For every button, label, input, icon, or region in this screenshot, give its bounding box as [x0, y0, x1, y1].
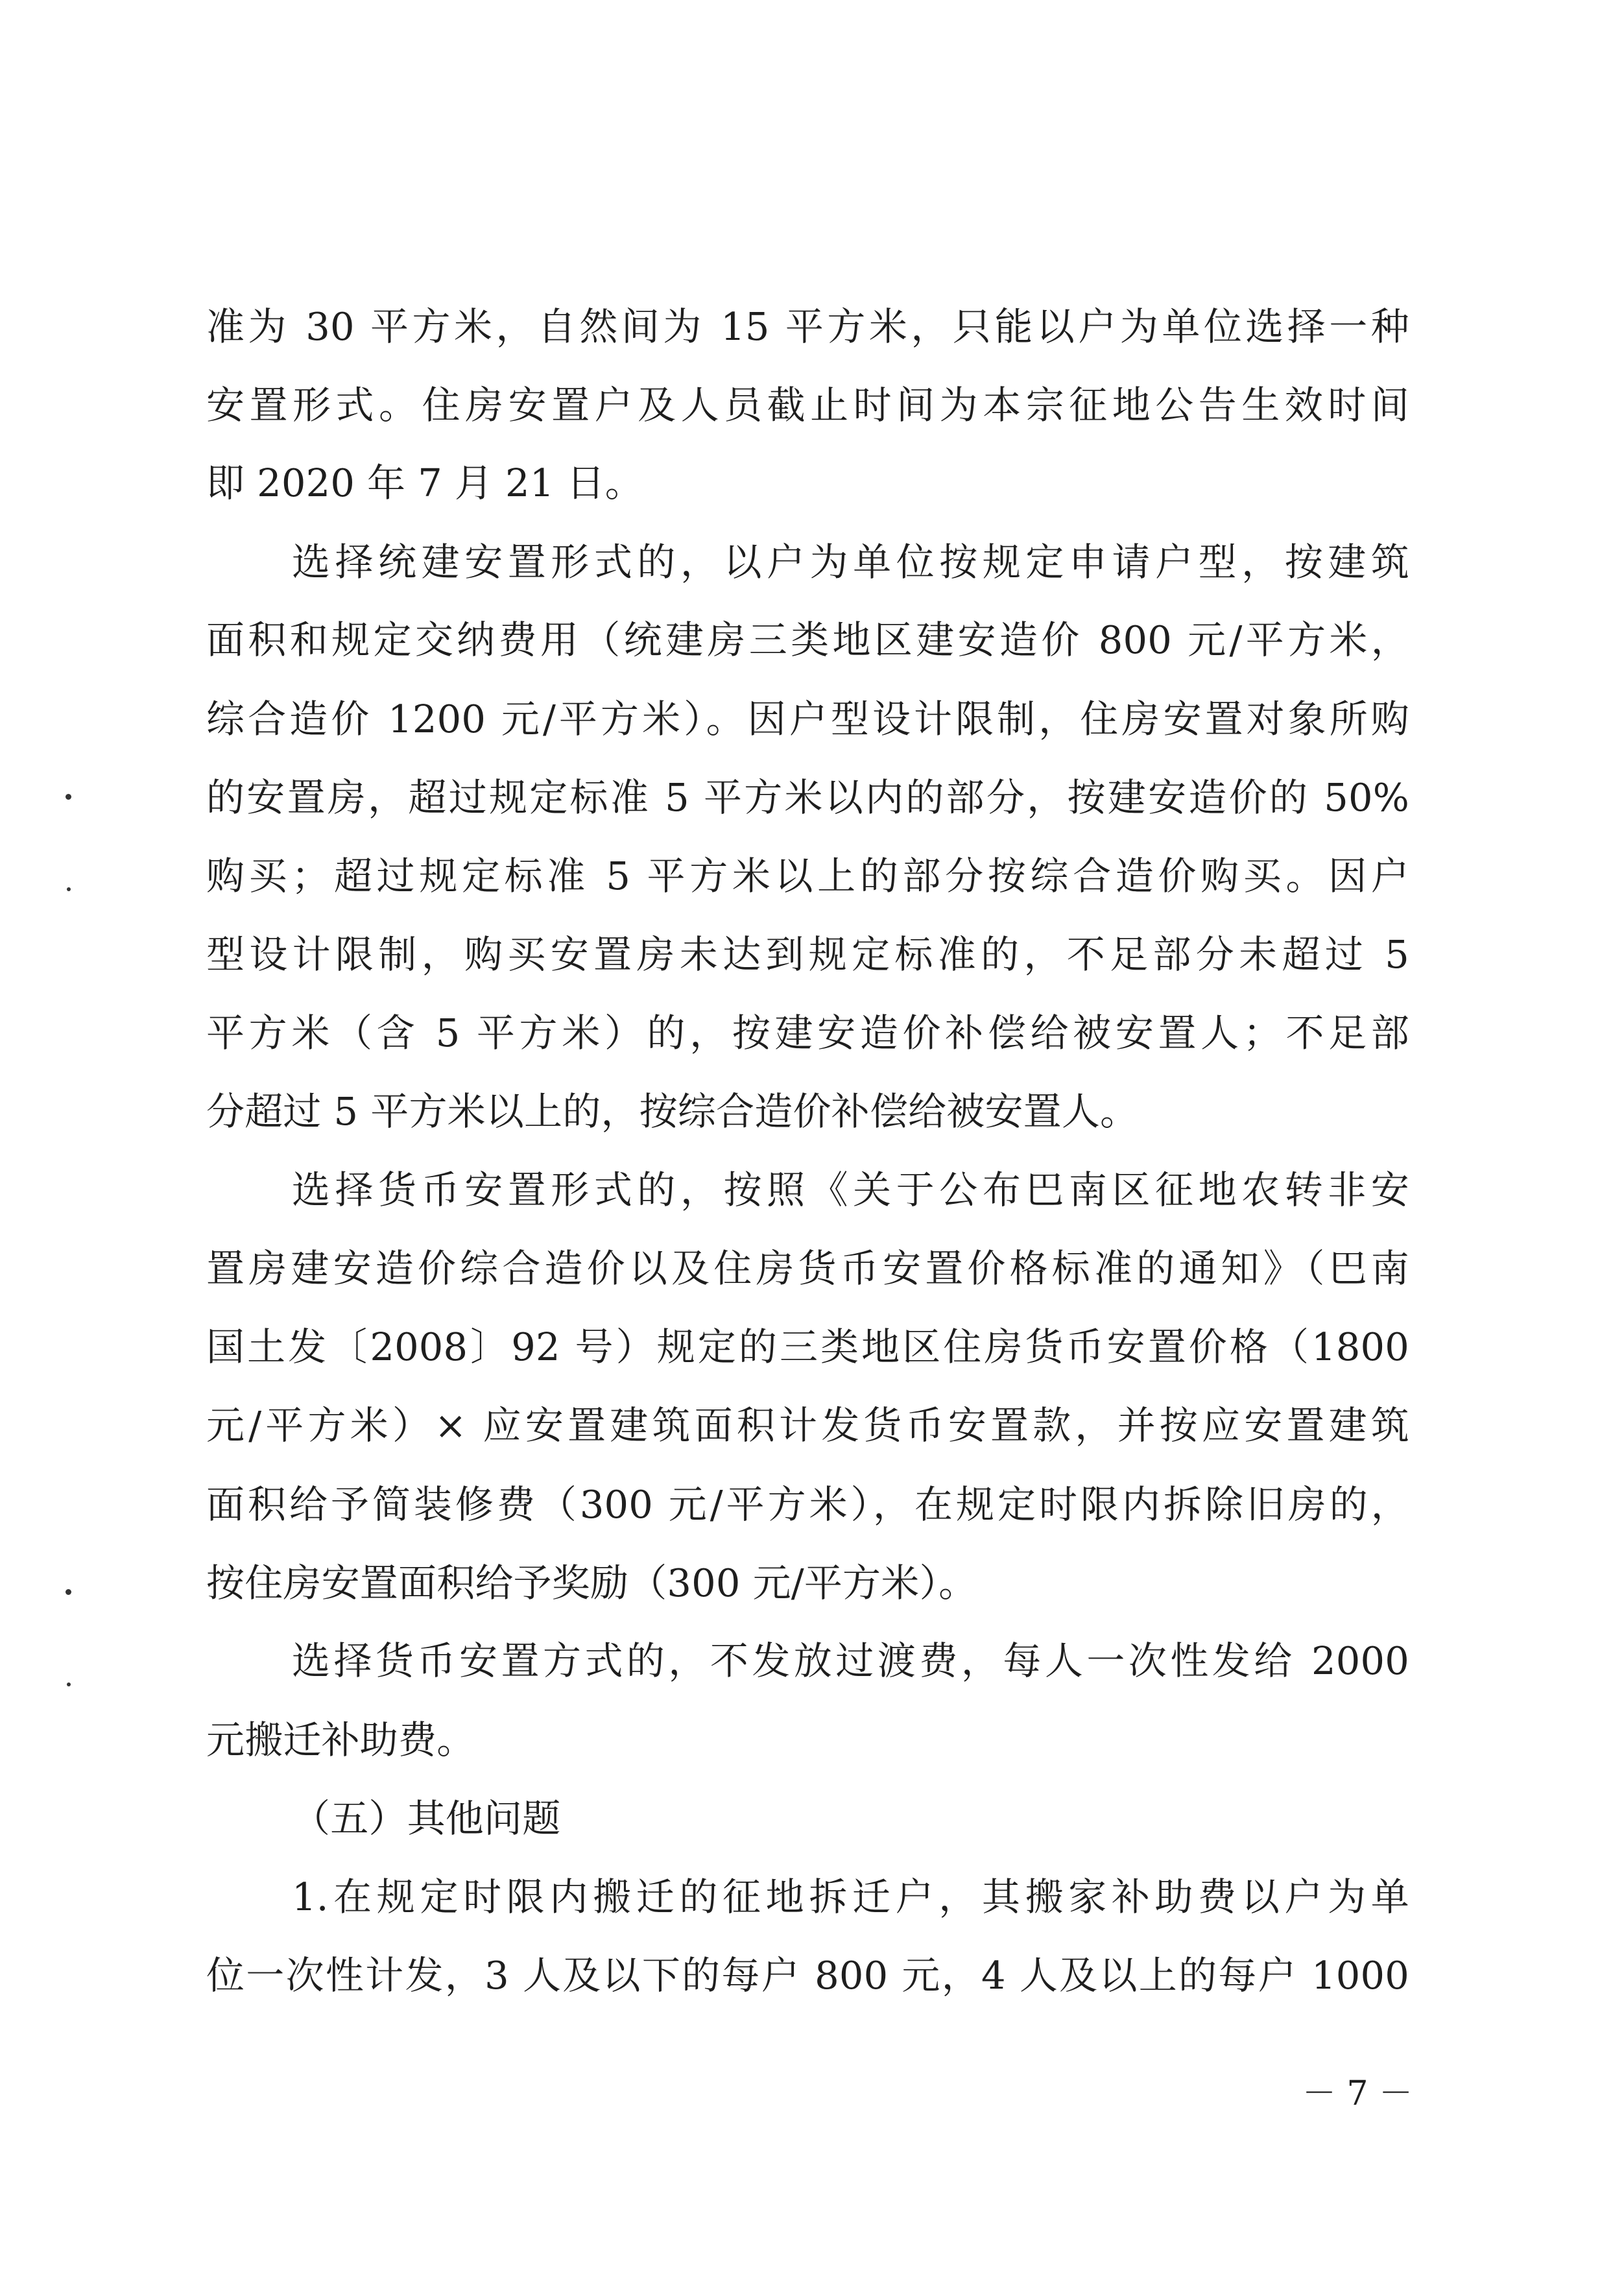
paragraph-line: 元搬迁补助费。 [206, 1718, 475, 1762]
paragraph-line: 1.在规定时限内搬迁的征地拆迁户，其搬家补助费以户为单 [292, 1874, 1409, 1919]
paragraph-line: 选择货币安置形式的，按照《关于公布巴南区征地农转非安 [292, 1167, 1409, 1212]
scan-speck [66, 1589, 71, 1595]
paragraph-line: 购买；超过规定标准 5 平方米以上的部分按综合造价购买。因户 [206, 854, 1409, 898]
paragraph-line: 位一次性计发，3 人及以下的每户 800 元，4 人及以上的每户 1000 [206, 1953, 1409, 1998]
paragraph-line: 型设计限制，购买安置房未达到规定标准的，不足部分未超过 5 [206, 932, 1409, 977]
paragraph-line: 综合造价 1200 元/平方米）。因户型设计限制，住房安置对象所购 [206, 697, 1409, 741]
paragraph-line: 的安置房，超过规定标准 5 平方米以内的部分，按建安造价的 50% [206, 775, 1409, 820]
scan-speck [66, 794, 71, 800]
section-heading: （五）其他问题 [292, 1796, 561, 1841]
paragraph-line: 按住房安置面积给予奖励（300 元/平方米）。 [206, 1561, 977, 1605]
paragraph-line: 选择货币安置方式的，不发放过渡费，每人一次性发给 2000 [292, 1638, 1409, 1683]
paragraph-line: 安置形式。住房安置户及人员截止时间为本宗征地公告生效时间 [206, 383, 1409, 427]
paragraph-line: 平方米（含 5 平方米）的，按建安造价补偿给被安置人；不足部 [206, 1011, 1409, 1055]
paragraph-line: 置房建安造价综合造价以及住房货币安置价格标准的通知》（巴南 [206, 1246, 1409, 1291]
scan-speck [67, 1682, 71, 1686]
paragraph-line: 选择统建安置形式的，以户为单位按规定申请户型，按建筑 [292, 540, 1409, 584]
paragraph-line: 准为 30 平方米，自然间为 15 平方米，只能以户为单位选择一种 [206, 304, 1409, 349]
paragraph-line: 国土发〔2008〕92 号）规定的三类地区住房货币安置价格（1800 [206, 1324, 1409, 1369]
page-number: － 7 － [1302, 2074, 1413, 2113]
paragraph-line: 面积和规定交纳费用（统建房三类地区建安造价 800 元/平方米， [206, 617, 1409, 662]
paragraph-line: 分超过 5 平方米以上的，按综合造价补偿给被安置人。 [206, 1089, 1139, 1134]
paragraph-line: 元/平方米）× 应安置建筑面积计发货币安置款，并按应安置建筑 [206, 1403, 1409, 1448]
scan-speck [67, 887, 71, 891]
paragraph-line: 即 2020 年 7 月 21 日。 [206, 461, 643, 505]
paragraph-line: 面积给予简装修费（300 元/平方米），在规定时限内拆除旧房的， [206, 1482, 1409, 1527]
